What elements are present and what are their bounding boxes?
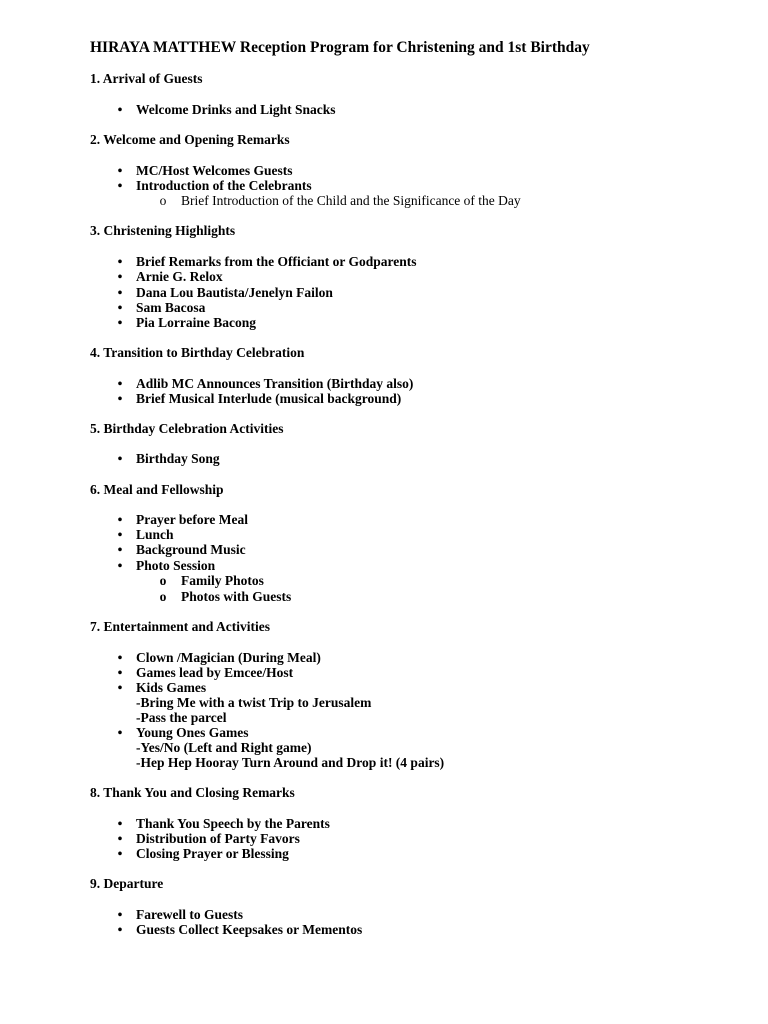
bullet-icon: • [117, 178, 123, 193]
sub-list-item: o Family Photos [181, 573, 264, 588]
list-item: • Games lead by Emcee/Host [136, 665, 293, 680]
section-heading: 4. Transition to Birthday Celebration [90, 345, 305, 360]
circle-bullet-icon: o [159, 193, 167, 208]
bullet-icon: • [117, 512, 123, 527]
document-title: HIRAYA MATTHEW Reception Program for Christening and 1st Birthday [90, 39, 590, 56]
bullet-icon: • [117, 300, 123, 315]
list-item: • MC/Host Welcomes Guests [136, 163, 292, 178]
bullet-icon: • [117, 846, 123, 861]
section-heading: 2. Welcome and Opening Remarks [90, 132, 290, 147]
list-item: • Dana Lou Bautista/Jenelyn Failon [136, 285, 333, 300]
bullet-icon: • [117, 922, 123, 937]
bullet-icon: • [117, 831, 123, 846]
list-item: • Prayer before Meal [136, 512, 248, 527]
bullet-icon: • [117, 527, 123, 542]
list-item: • Pia Lorraine Bacong [136, 315, 256, 330]
list-item: • Background Music [136, 542, 246, 557]
list-item: • Photo Session [136, 558, 215, 573]
section-heading: 5. Birthday Celebration Activities [90, 421, 284, 436]
bullet-icon: • [117, 254, 123, 269]
bullet-icon: • [117, 680, 123, 695]
bullet-icon: • [117, 650, 123, 665]
bullet-icon: • [117, 391, 123, 406]
list-item: • Young Ones Games [136, 725, 249, 740]
list-item: • Closing Prayer or Blessing [136, 846, 289, 861]
list-item: • Farewell to Guests [136, 907, 243, 922]
list-item: • Adlib MC Announces Transition (Birthday also) [136, 376, 413, 391]
list-item: • Arnie G. Relox [136, 269, 223, 284]
bullet-icon: • [117, 725, 123, 740]
section-heading: 7. Entertainment and Activities [90, 619, 270, 634]
section-heading: 3. Christening Highlights [90, 223, 236, 238]
circle-bullet-icon: o [159, 589, 167, 604]
bullet-icon: • [117, 285, 123, 300]
bullet-icon: • [117, 315, 123, 330]
list-item: • Kids Games [136, 680, 206, 695]
sub-list-item: o Brief Introduction of the Child and the Significance of the Day [181, 193, 521, 208]
list-item-continuation: -Bring Me with a twist Trip to Jerusalem [136, 695, 372, 710]
list-item-continuation: -Yes/No (Left and Right game) [136, 740, 312, 755]
circle-bullet-icon: o [159, 573, 167, 588]
sub-list-item: o Photos with Guests [181, 589, 291, 604]
bullet-icon: • [117, 816, 123, 831]
bullet-icon: • [117, 269, 123, 284]
list-item: • Distribution of Party Favors [136, 831, 300, 846]
list-item: • Introduction of the Celebrants [136, 178, 312, 193]
list-item: • Sam Bacosa [136, 300, 205, 315]
list-item: • Guests Collect Keepsakes or Mementos [136, 922, 362, 937]
bullet-icon: • [117, 163, 123, 178]
bullet-icon: • [117, 102, 123, 117]
bullet-icon: • [117, 907, 123, 922]
list-item: • Welcome Drinks and Light Snacks [136, 102, 336, 117]
list-item: • Brief Musical Interlude (musical background) [136, 391, 401, 406]
list-item: • Thank You Speech by the Parents [136, 816, 330, 831]
section-heading: 8. Thank You and Closing Remarks [90, 785, 295, 800]
bullet-icon: • [117, 665, 123, 680]
bullet-icon: • [117, 376, 123, 391]
list-item: • Birthday Song [136, 451, 220, 466]
list-item-continuation: -Pass the parcel [136, 710, 227, 725]
list-item-continuation: -Hep Hep Hooray Turn Around and Drop it! (4 pairs) [136, 755, 445, 770]
list-item: • Clown /Magician (During Meal) [136, 650, 321, 665]
bullet-icon: • [117, 558, 123, 573]
list-item: • Brief Remarks from the Officiant or Godparents [136, 254, 416, 269]
bullet-icon: • [117, 542, 123, 557]
bullet-icon: • [117, 451, 123, 466]
list-item: • Lunch [136, 527, 174, 542]
section-heading: 9. Departure [90, 876, 164, 891]
section-heading: 6. Meal and Fellowship [90, 482, 224, 497]
section-heading: 1. Arrival of Guests [90, 71, 203, 86]
